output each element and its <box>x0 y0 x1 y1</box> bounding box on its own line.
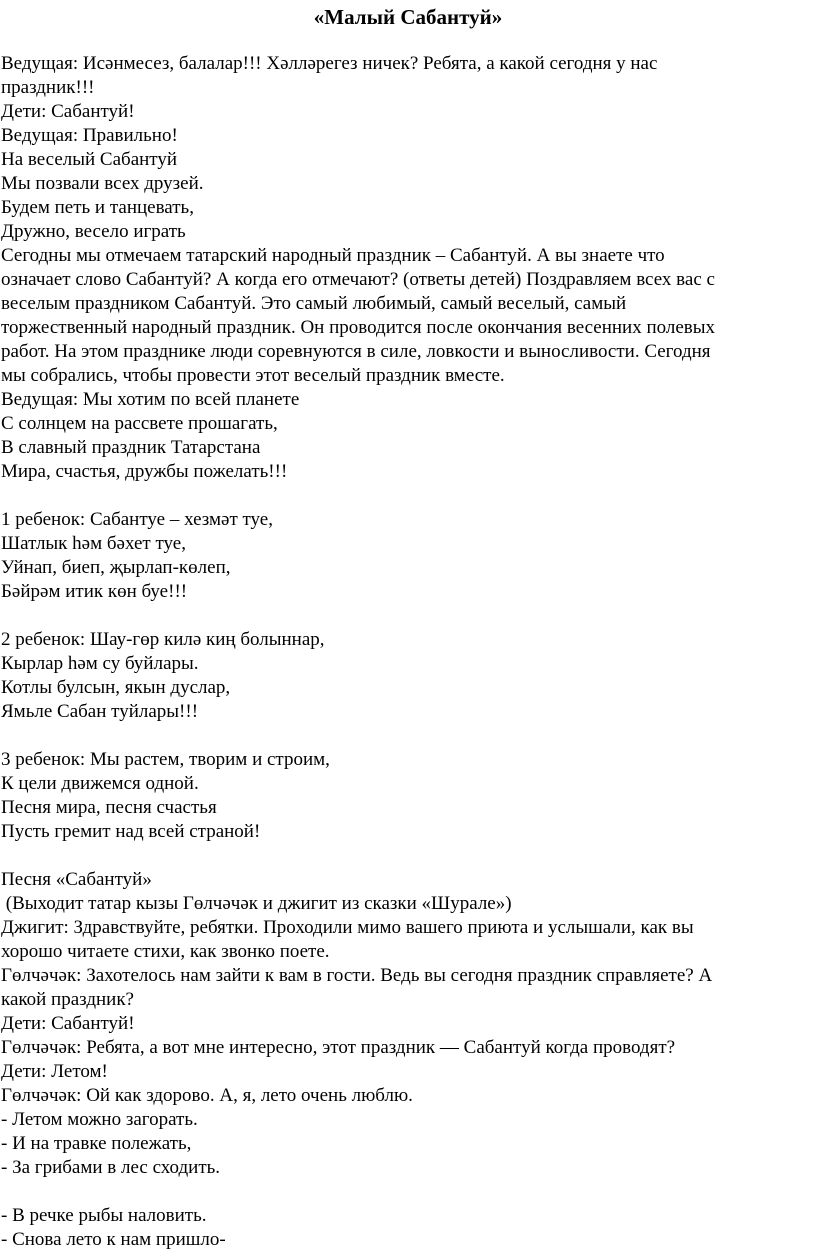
text-line: Ямьле Сабан туйлары!!! <box>1 701 199 722</box>
text-line: Песня мира, песня счастья <box>1 797 217 818</box>
text-line: Сегодны мы отмечаем татарский народный праздник – Сабантуй. А вы знаете что <box>1 245 665 266</box>
text-line: Песня «Сабантуй» <box>1 869 152 890</box>
text-line: Джигит: Здравствуйте, ребятки. Проходили мимо вашего приюта и услышали, как вы <box>1 917 694 938</box>
text-line: С солнцем на рассвете прошагать, <box>1 413 278 434</box>
text-line: Бәйрәм итик көн буе!!! <box>1 581 188 602</box>
text-line: Ведущая: Исәнмесез, балалар!!! Хәлләрегез ничек? Ребята, а какой сегодня у нас <box>1 53 658 74</box>
text-line: В славный праздник Татарстана <box>1 437 261 458</box>
document-body <box>1 52 806 1252</box>
text-line: На веселый Сабантуй <box>1 149 178 170</box>
text-line: - Снова лето к нам пришло- <box>1 1229 226 1250</box>
text-line: Мы позвали всех друзей. <box>1 173 204 194</box>
text-line: мы собрались, чтобы провести этот веселый праздник вместе. <box>1 365 505 386</box>
text-line: Ведущая: Правильно! <box>1 125 178 146</box>
text-line: К цели движемся одной. <box>1 773 199 794</box>
text-line: работ. На этом празднике люди соревнуются в силе, ловкости и выносливости. Сегодня <box>1 341 711 362</box>
text-line: веселым праздником Сабантуй. Это самый любимый, самый веселый, самый <box>1 293 627 314</box>
text-line: Гөлчәчәк: Ребята, а вот мне интересно, этот праздник — Сабантуй когда проводят? <box>1 1037 676 1058</box>
text-line: Дружно, весело играть <box>1 221 186 242</box>
text-line: Дети: Летом! <box>1 1061 108 1082</box>
text-line: 1 ребенок: Сабантуе – хезмәт туе, <box>1 509 273 530</box>
text-line: - За грибами в лес сходить. <box>1 1157 221 1178</box>
blank-line <box>1 1180 806 1204</box>
text-line: Мира, счастья, дружбы пожелать!!! <box>1 461 288 482</box>
text-line: Ведущая: Мы хотим по всей планете <box>1 389 300 410</box>
text-line: Кырлар һәм су буйлары. <box>1 653 199 674</box>
text-line: означает слово Сабантуй? А когда его отмечают? (ответы детей) Поздравляем всех вас с <box>1 269 715 290</box>
text-line: 2 ребенок: Шау-гөр килә киң болыннар, <box>1 629 325 650</box>
text-line: Дети: Сабантуй! <box>1 101 135 122</box>
blank-line <box>1 844 806 868</box>
blank-line <box>1 604 806 628</box>
text-line: - И на травке полежать, <box>1 1133 192 1154</box>
text-line: Пусть гремит над всей страной! <box>1 821 261 842</box>
text-line: Будем петь и танцевать, <box>1 197 194 218</box>
text-line: хорошо читаете стихи, как звонко поете. <box>1 941 330 962</box>
text-line: 3 ребенок: Мы растем, творим и строим, <box>1 749 330 770</box>
text-line: Шатлык һәм бәхет туе, <box>1 533 186 554</box>
blank-line <box>1 484 806 508</box>
text-line: торжественный народный праздник. Он проводится после окончания весенних полевых <box>1 317 716 338</box>
text-line: - Летом можно загорать. <box>1 1109 198 1130</box>
blank-line <box>1 724 806 748</box>
text-line: Гөлчәчәк: Захотелось нам зайти к вам в гости. Ведь вы сегодня праздник справляете? А <box>1 965 713 986</box>
text-line: праздник!!! <box>1 77 95 98</box>
text-line: (Выходит татар кызы Гөлчәчәк и джигит из сказки «Шурале») <box>1 893 512 914</box>
text-line: Котлы булсын, якын дуслар, <box>1 677 231 698</box>
text-line: Уйнап, биеп, җырлап-көлеп, <box>1 557 231 578</box>
text-line: какой праздник? <box>1 989 134 1010</box>
text-line: Гөлчәчәк: Ой как здорово. А, я, лето очень люблю. <box>1 1085 413 1106</box>
document-title: «Малый Сабантуй» <box>313 5 503 29</box>
text-line: - В речке рыбы наловить. <box>1 1205 207 1226</box>
text-line: Дети: Сабантуй! <box>1 1013 135 1034</box>
